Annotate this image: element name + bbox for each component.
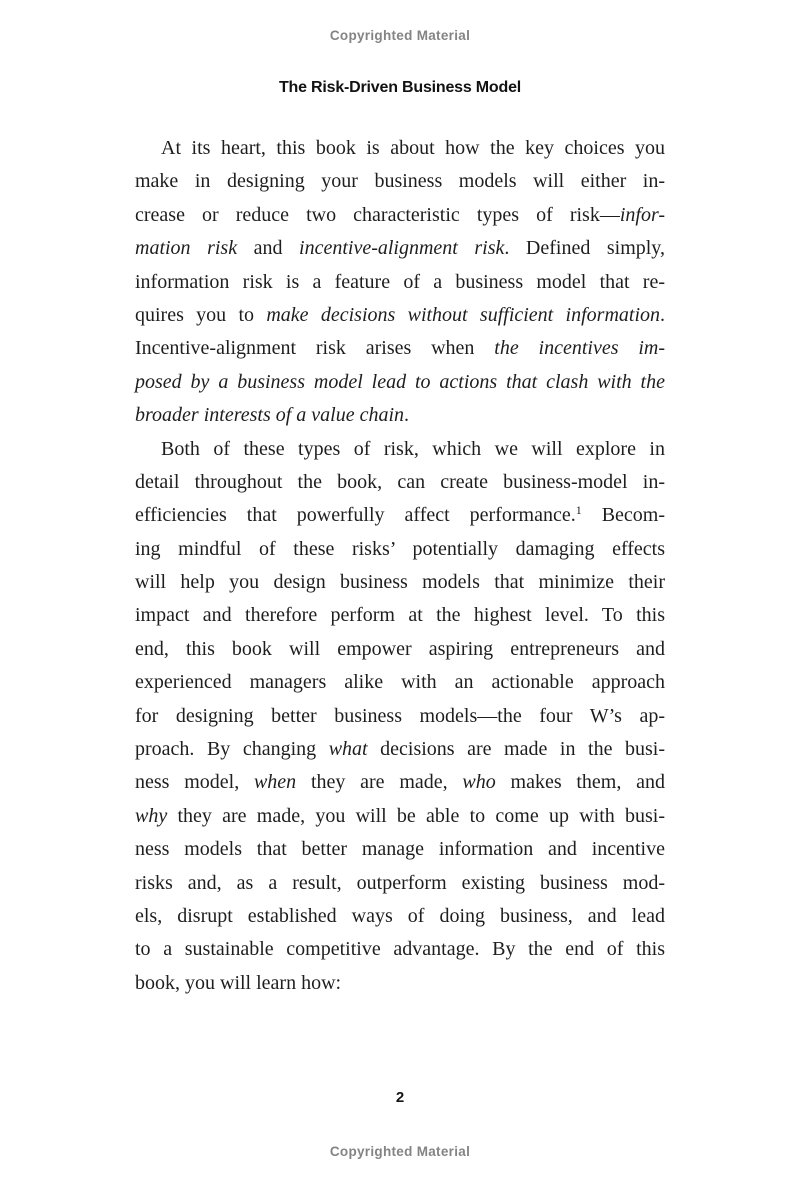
body-line xyxy=(135,800,665,833)
text-segment: broader interests of a value chain xyxy=(135,404,405,427)
body-line xyxy=(135,900,665,933)
text-segment: ness model, xyxy=(135,771,254,794)
text-segment: incentive-alignment risk xyxy=(299,237,505,260)
text-segment: decisions are made in the busi- xyxy=(367,738,665,761)
text-segment: what xyxy=(328,738,368,761)
text-segment: risks and, as a result, outperform existing business mod- xyxy=(135,871,665,894)
body-line xyxy=(135,666,665,699)
body-line xyxy=(135,499,665,532)
text-segment: mation risk xyxy=(135,237,238,260)
body-line xyxy=(135,199,665,232)
body-line xyxy=(135,132,665,165)
text-segment: information risk is a feature of a business model that re- xyxy=(135,270,665,293)
text-segment: Incentive-alignment risk arises when xyxy=(135,337,495,360)
page-number: 2 xyxy=(395,1089,405,1106)
text-segment: efficiencies that powerfully affect performance. xyxy=(135,504,576,527)
body-line xyxy=(135,633,665,666)
text-segment: . Defined simply, xyxy=(504,237,666,260)
body-line xyxy=(135,266,665,299)
text-segment: impact and therefore perform at the highest level. To this xyxy=(135,604,665,627)
text-segment: for designing better business models—the four W’s ap- xyxy=(135,704,665,727)
text-segment: make decisions without sufficient information xyxy=(266,303,660,326)
copyright-notice-top: Copyrighted Material xyxy=(329,28,471,43)
body-text-block xyxy=(135,132,665,1000)
body-line xyxy=(135,366,665,399)
body-line xyxy=(135,165,665,198)
text-segment: posed by a business model lead to actions that clash with the xyxy=(135,370,665,393)
text-segment: to a sustainable competitive advantage. By the end of this xyxy=(135,938,665,961)
text-segment: proach. By changing xyxy=(135,738,329,761)
text-segment: they are made, xyxy=(296,771,463,794)
text-segment: ing mindful of these risks’ potentially damaging effects xyxy=(135,537,665,560)
text-segment: detail throughout the book, can create business-model in- xyxy=(135,470,665,493)
body-line xyxy=(135,766,665,799)
body-line xyxy=(135,332,665,365)
text-segment: when xyxy=(253,771,297,794)
body-line xyxy=(135,399,665,432)
text-segment: and xyxy=(237,237,300,260)
body-line xyxy=(135,566,665,599)
body-line xyxy=(135,933,665,966)
body-line xyxy=(135,733,665,766)
body-line xyxy=(135,533,665,566)
text-segment: ness models that better manage information and incentive xyxy=(135,838,665,861)
text-segment: experienced managers alike with an actionable approach xyxy=(135,671,665,694)
text-segment: Both of these types of risk, which we will explore in xyxy=(161,437,665,460)
text-segment: els, disrupt established ways of doing business, and lead xyxy=(135,904,665,927)
text-segment: Becom- xyxy=(581,504,666,527)
text-segment: infor- xyxy=(619,203,665,226)
footnote-reference: 1 xyxy=(575,503,582,518)
body-line xyxy=(135,433,665,466)
body-line xyxy=(135,466,665,499)
running-head-chapter-title: The Risk-Driven Business Model xyxy=(278,79,522,96)
text-segment: the incentives im- xyxy=(494,337,665,360)
text-segment: make in designing your business models will either in- xyxy=(135,170,665,193)
text-segment: who xyxy=(462,771,496,794)
body-line xyxy=(135,833,665,866)
copyright-notice-bottom: Copyrighted Material xyxy=(329,1144,471,1159)
body-line xyxy=(135,700,665,733)
text-segment: crease or reduce two characteristic types of risk— xyxy=(135,203,620,226)
body-line xyxy=(135,967,665,1000)
body-line xyxy=(135,299,665,332)
text-segment: makes them, and xyxy=(495,771,665,794)
body-line xyxy=(135,232,665,265)
text-segment: why xyxy=(135,804,168,827)
body-line xyxy=(135,867,665,900)
body-line xyxy=(135,599,665,632)
text-segment: quires you to xyxy=(135,303,267,326)
text-segment: . xyxy=(404,404,410,427)
text-segment: . xyxy=(660,303,665,326)
text-segment: will help you design business models that minimize their xyxy=(135,571,665,594)
text-segment: end, this book will empower aspiring entrepreneurs and xyxy=(135,637,665,660)
text-segment: At its heart, this book is about how the key choices you xyxy=(161,137,665,159)
text-segment: they are made, you will be able to come up with busi- xyxy=(167,804,665,827)
text-segment: book, you will learn how: xyxy=(135,971,342,994)
